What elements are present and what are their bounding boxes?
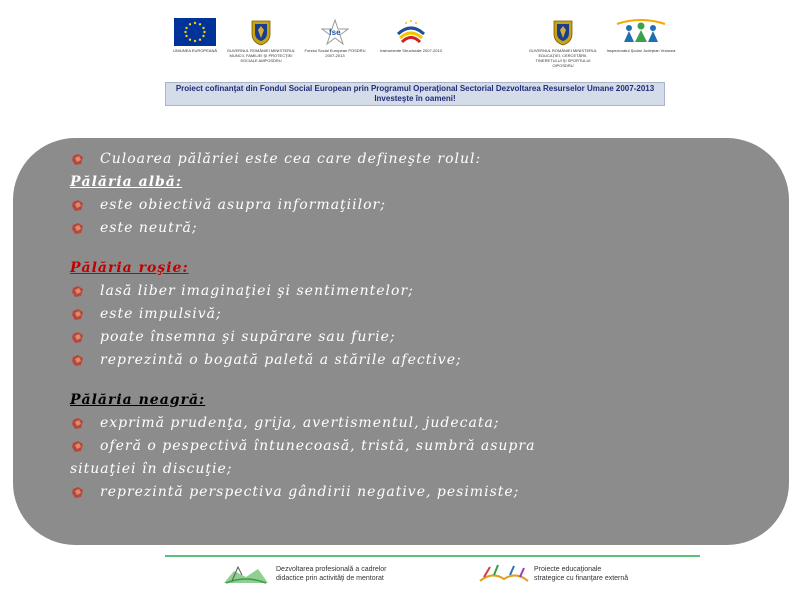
black-hat-item: oferă o pespectivă întunecoasă, tristă, sumbră asupra — [100, 438, 536, 454]
bullet-icon — [72, 355, 84, 366]
isj-caption: Inspectoratul Şcolar Judeţean Vrancea — [606, 48, 676, 53]
list-item — [70, 303, 749, 326]
red-hat-heading: Pălăria roşie: — [70, 260, 189, 276]
education-ministry-logo — [528, 18, 598, 68]
education-ministry-caption: GUVERNUL ROMÂNIEI MINISTERUL EDUCAŢIEI, CERCETĂRII, TINERETULUI ŞI SPORTULUI OIPOSDRU — [528, 48, 598, 68]
eu-flag-logo — [160, 18, 230, 53]
ministry-logo — [226, 18, 296, 63]
red-hat-item: poate însemna şi supărare sau furie; — [100, 329, 396, 345]
list-item — [70, 326, 749, 349]
list-item — [70, 349, 749, 372]
instrumente-caption: Instrumente Structurale 2007-2013 — [380, 48, 442, 53]
content-panel — [13, 138, 789, 545]
bullet-icon — [72, 487, 84, 498]
eu-caption: UNIUNEA EUROPEANĂ — [172, 48, 217, 53]
bullet-icon — [72, 286, 84, 297]
hats-text — [70, 148, 749, 504]
list-item — [70, 280, 749, 303]
bullet-icon — [72, 223, 84, 234]
cofinancing-banner — [165, 82, 665, 106]
footer-left-line-1: Dezvoltarea profesională a cadrelor — [276, 566, 387, 573]
fse-logo — [300, 18, 370, 58]
fse-star-icon — [318, 18, 352, 46]
colorful-book-icon — [478, 563, 530, 585]
svg-text:fse: fse — [329, 28, 341, 37]
black-hat-heading-line — [70, 389, 749, 412]
footer-proiecte — [478, 563, 678, 587]
coat-of-arms-icon — [250, 18, 272, 46]
footer-mentorat — [222, 563, 422, 587]
bullet-icon — [72, 154, 84, 165]
list-item — [70, 481, 749, 504]
bullet-icon — [72, 418, 84, 429]
instrumente-logo — [376, 18, 446, 53]
bullet-icon — [72, 309, 84, 320]
bullet-icon — [72, 441, 84, 452]
list-item — [70, 194, 749, 217]
footer-right-line-1: Proiecte educaţionale — [534, 566, 602, 573]
red-hat-item: reprezintă o bogată paletă a stările afective; — [100, 352, 462, 368]
banner-line-2: Investeşte în oameni! — [374, 94, 456, 103]
eu-flag-icon — [174, 18, 216, 46]
list-item — [70, 435, 749, 458]
instrumente-icon — [394, 18, 428, 46]
list-item — [70, 412, 749, 435]
black-hat-item-continuation: situaţiei în discuţie; — [70, 461, 233, 477]
black-hat-item: exprimă prudenţa, grija, avertismentul, judecata; — [100, 415, 500, 431]
intro-line — [70, 148, 749, 171]
black-hat-item: reprezintă perspectiva gândirii negative, pesimiste; — [100, 484, 520, 500]
fse-caption: Fondul Social European POSDRU 2007-2013 — [304, 48, 366, 58]
white-hat-item: este obiectivă asupra informaţiilor; — [100, 197, 386, 213]
red-hat-heading-line — [70, 257, 749, 280]
intro-text: Culoarea pălăriei este cea care defineşte rolul: — [100, 151, 482, 167]
black-hat-heading: Pălăria neagră: — [70, 392, 206, 408]
open-book-icon — [222, 563, 270, 585]
coat-of-arms-2-icon — [552, 18, 574, 46]
isj-logo — [606, 18, 676, 53]
red-hat-item: este impulsivă; — [100, 306, 222, 322]
footer-divider — [165, 555, 700, 557]
bullet-icon — [72, 332, 84, 343]
footer-left-line-2: didactice prin activităţi de mentorat — [276, 575, 384, 582]
list-item-continuation — [70, 458, 749, 481]
red-hat-item: lasă liber imaginaţiei şi sentimentelor; — [100, 283, 414, 299]
white-hat-heading: Pălăria albă: — [70, 174, 183, 190]
banner-line-1: Proiect cofinanţat din Fondul Social European prin Programul Operaţional Sectorial Dezvoltarea Resurselor Umane 2007-2013 — [175, 84, 655, 93]
isj-figures-icon — [613, 18, 669, 46]
white-hat-heading-line — [70, 171, 749, 194]
header-logos — [160, 18, 680, 80]
ministry-caption: GUVERNUL ROMÂNIEI MINISTERUL MUNCII, FAMILIEI ŞI PROTECŢIEI SOCIALE AMPOSDRU — [226, 48, 296, 63]
list-item — [70, 217, 749, 240]
footer-right-line-2: strategice cu finanţare externă — [534, 575, 629, 582]
white-hat-item: este neutră; — [100, 220, 198, 236]
bullet-icon — [72, 200, 84, 211]
